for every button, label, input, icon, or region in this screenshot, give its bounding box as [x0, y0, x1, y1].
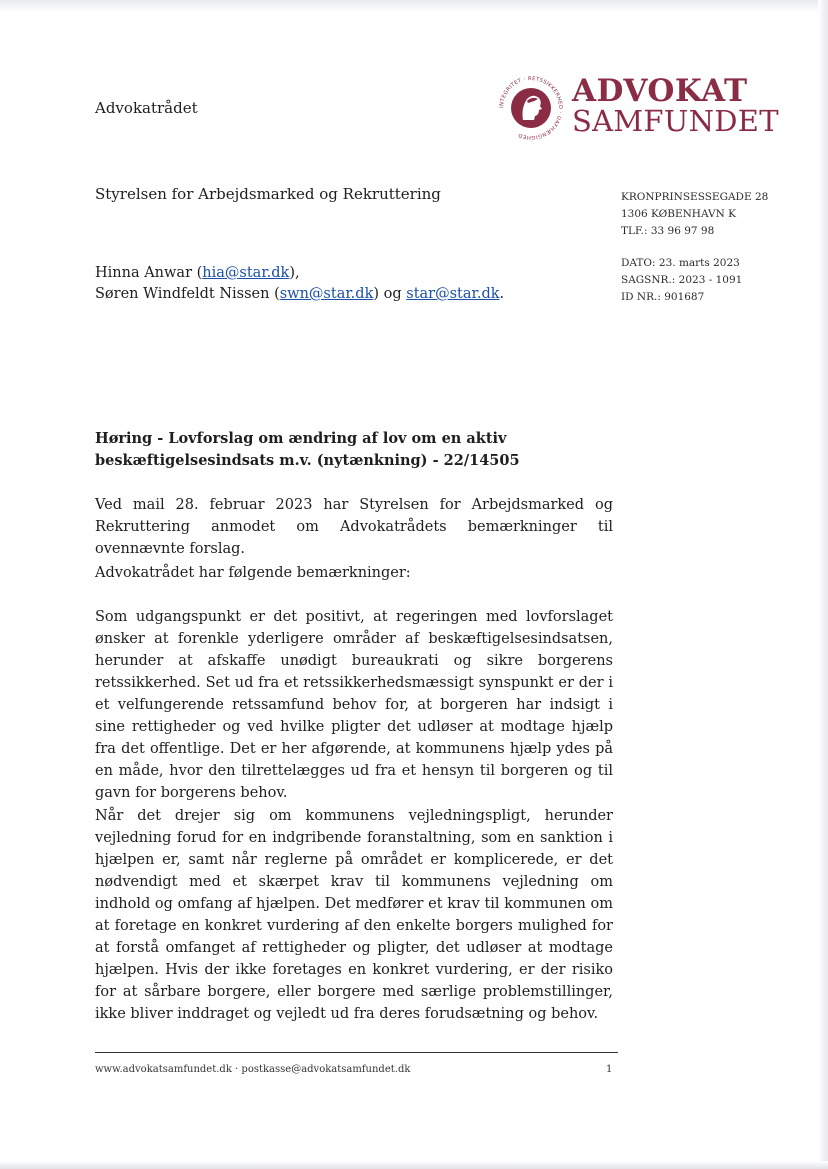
body-paragraph: Når det drejer sig om kommunens vejledningspligt, herunder vejledning forud for en indgribende foranstaltning, som en sanktion i hjælpen er, samt når reglerne på området er komplicerede, er det nødvendigt med et skærpet krav til kommunens vejledning om indhold og omfang af hjælpen. Det medfører et krav til kommunen om at foretage en konkret vurdering af den enkelte borgers mulighed for at forstå omfanget af rettigheder og pligter, det udløser at modtage hjælpen. Hvis der ikke foretages en konkret vurdering, er der risiko for at sårbare borgere, eller borgere med særlige problemstillinger, ikke bliver inddraget og vejledt ud fra deres forudsætning og behov. — [95, 808, 613, 1022]
footer-divider — [95, 1052, 618, 1053]
body-paragraph: Som udgangspunkt er det positivt, at regeringen med lovforslaget ønsker at forenkle yderligere områder af beskæftigelsesindsatsen, herunder at afskaffe unødigt bureaukrati og sikre borgerens retssikkerhed. Set ud fra et retssikkerhedsmæssigt synspunkt er der i et velfungerende retssamfund behov for, at borgeren har indsigt i sine rettigheder og ved hvilke pligter det udløser at modtage hjælp fra det offentlige. Det er her afgørende, at kommunens hjælp ydes på en måde, hvor den tilrettelægges ud fra et hensyn til borgeren og til gavn for borgerens behov. — [95, 609, 613, 801]
meta-date: DATO: 23. marts 2023 — [621, 257, 740, 269]
scan-right-edge — [818, 0, 828, 1169]
logo-wordmark — [572, 73, 779, 138]
body-paragraph: Advokatrådet har følgende bemærkninger: — [95, 565, 411, 581]
scan-top-edge — [0, 0, 828, 12]
email-link-hia[interactable]: hia@star.dk — [202, 265, 290, 281]
contact2-name: Søren Windfeldt Nissen ( — [95, 286, 280, 302]
contact2-mid: ) og — [373, 286, 407, 302]
email-link-swn[interactable]: swn@star.dk — [279, 286, 374, 302]
advokatsamfundet-logo-icon — [498, 75, 564, 141]
meta-case-no: SAGSNR.: 2023 - 1091 — [621, 274, 743, 286]
page-number: 1 — [606, 1064, 613, 1075]
letter-subject: Høring - Lovforslag om ændring af lov om en aktiv beskæftigelsesindsats m.v. (nytænkning) - 22/14505 — [95, 430, 520, 469]
sender-address — [621, 189, 768, 240]
contact2-end: . — [499, 286, 505, 302]
address-city: 1306 KØBENHAVN K — [621, 208, 736, 220]
meta-id-no: ID NR.: 901687 — [621, 291, 705, 303]
letter-meta — [621, 255, 742, 306]
scan-bottom-edge — [0, 1161, 828, 1169]
contact-line-2 — [95, 284, 504, 305]
footer-contact: www.advokatsamfundet.dk · postkasse@advokatsamfundet.dk — [95, 1064, 411, 1075]
address-phone: TLF.: 33 96 97 98 — [621, 225, 715, 237]
contact-line-1 — [95, 263, 504, 284]
sender-name: Advokatrådet — [95, 99, 198, 117]
recipient-org: Styrelsen for Arbejdsmarked og Rekruttering — [95, 185, 441, 203]
logo-ring-text: INTEGRITET · RETSSIKKERHED · UAFHÆNGIGHED — [498, 75, 564, 141]
body-paragraph: Ved mail 28. februar 2023 har Styrelsen for Arbejdsmarked og Rekruttering anmodet om Advokatrådets bemærkninger til ovennævnte forslag. — [95, 497, 613, 557]
contact1-end: ), — [289, 265, 300, 281]
logo-word-advokat: ADVOKAT — [572, 73, 748, 109]
email-link-star[interactable]: star@star.dk — [406, 286, 500, 302]
recipient-contacts — [95, 263, 504, 305]
contact1-name: Hinna Anwar ( — [95, 265, 203, 281]
address-street: KRONPRINSESSEGADE 28 — [621, 191, 769, 203]
logo-word-samfundet: SAMFUNDET — [572, 104, 779, 138]
